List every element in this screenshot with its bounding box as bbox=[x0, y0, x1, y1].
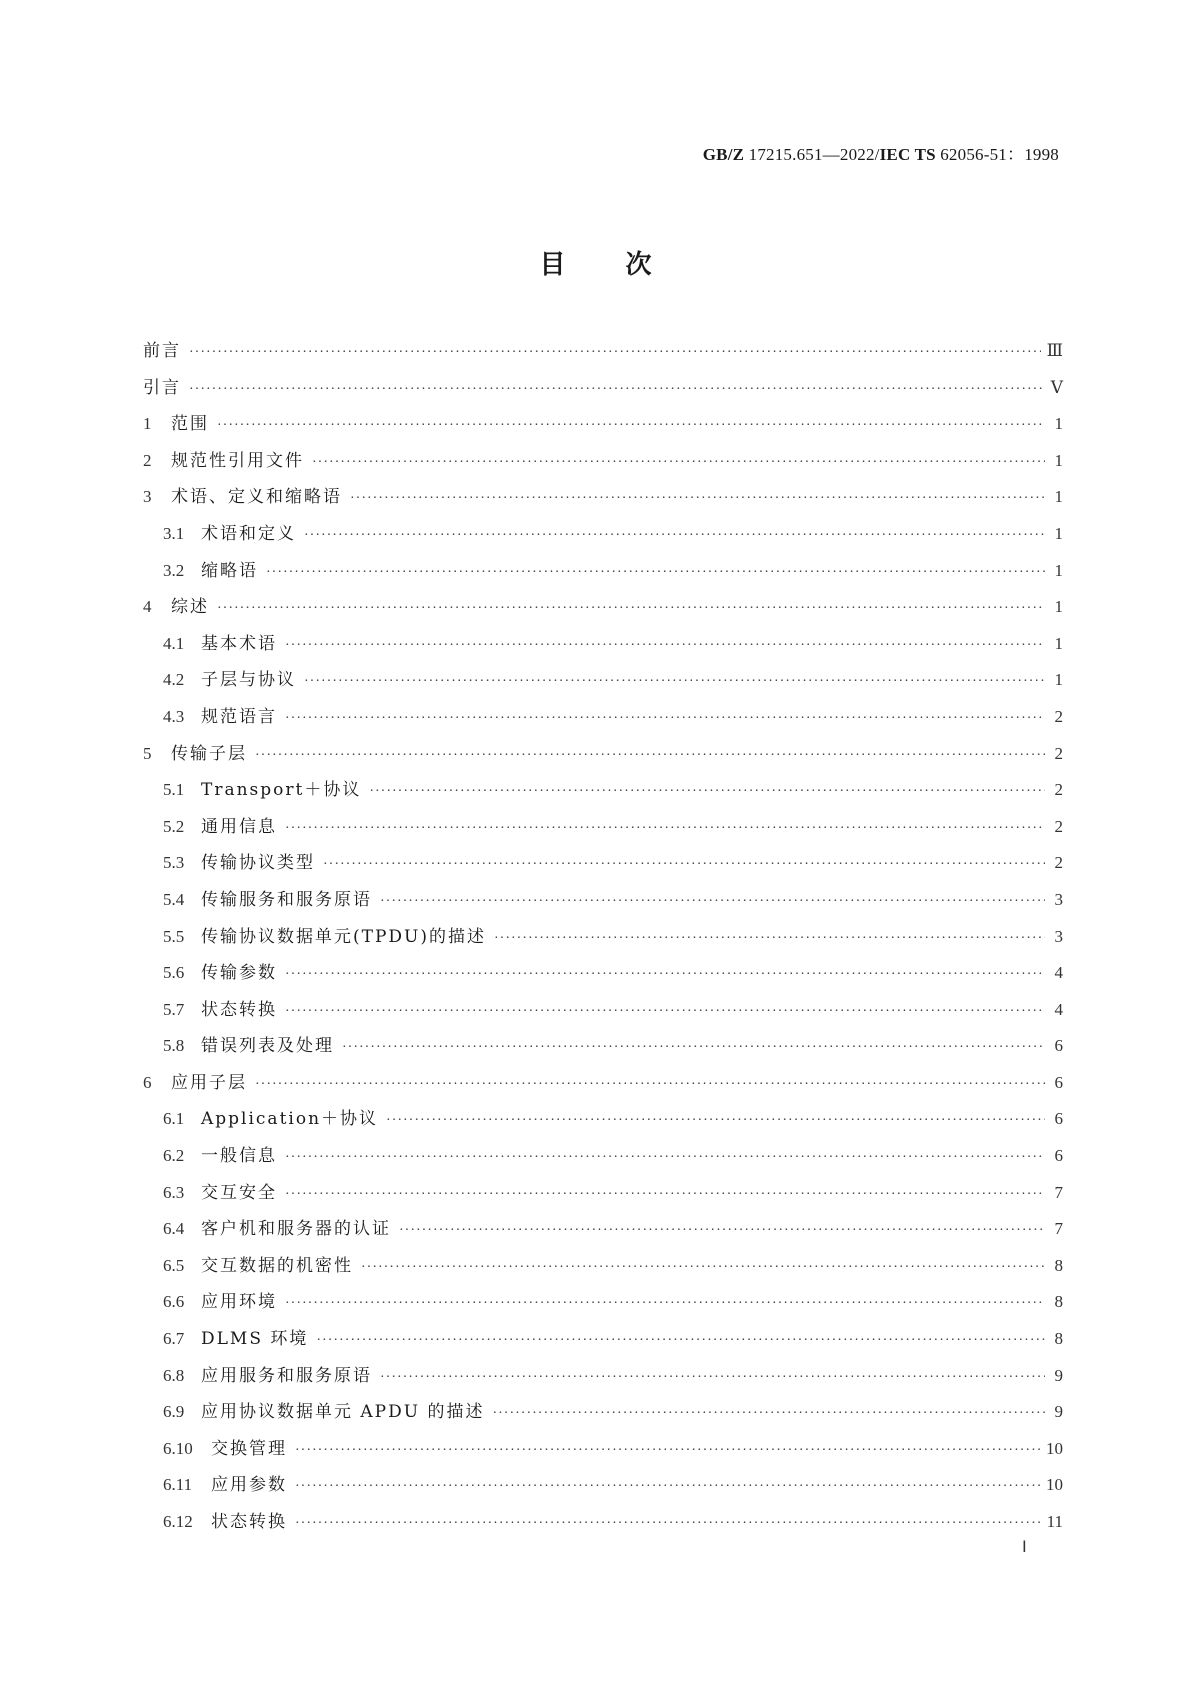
toc-number: 6.12 bbox=[163, 1512, 193, 1531]
toc-page: 2 bbox=[1054, 743, 1063, 763]
toc-entry[interactable] bbox=[143, 1104, 1063, 1141]
toc-label: 一般信息 bbox=[201, 1146, 277, 1167]
toc-label: 状态转换 bbox=[201, 999, 277, 1020]
toc-number: 1 bbox=[143, 414, 152, 434]
table-of-contents bbox=[143, 336, 1063, 1544]
toc-entry[interactable] bbox=[143, 1361, 1063, 1398]
toc-leader bbox=[492, 1406, 1045, 1422]
toc-entry[interactable] bbox=[143, 922, 1063, 959]
toc-number: 6.9 bbox=[163, 1402, 185, 1422]
toc-leader bbox=[380, 1370, 1045, 1386]
toc-leader bbox=[295, 1479, 1040, 1495]
toc-leader bbox=[295, 1443, 1040, 1459]
toc-label: 引言 bbox=[143, 377, 181, 398]
toc-label: 应用环境 bbox=[201, 1292, 277, 1313]
toc-entry[interactable] bbox=[143, 1141, 1063, 1178]
toc-label: 术语、定义和缩略语 bbox=[171, 487, 342, 508]
toc-leader bbox=[285, 1004, 1045, 1020]
toc-page: 1 bbox=[1054, 670, 1063, 690]
toc-label: 交换管理 bbox=[211, 1438, 287, 1459]
toc-label: 客户机和服务器的认证 bbox=[201, 1219, 391, 1240]
toc-page: 3 bbox=[1054, 926, 1063, 946]
toc-leader bbox=[312, 455, 1045, 471]
toc-page: 4 bbox=[1054, 999, 1063, 1019]
toc-entry[interactable] bbox=[143, 373, 1063, 410]
toc-number: 5.7 bbox=[163, 999, 185, 1019]
toc-entry[interactable] bbox=[143, 592, 1063, 629]
toc-leader bbox=[285, 1296, 1045, 1312]
page-number: Ⅰ bbox=[1022, 1539, 1027, 1556]
standard-code-prefix: GB/Z bbox=[702, 145, 745, 164]
toc-page: 2 bbox=[1054, 853, 1063, 873]
toc-page: 9 bbox=[1054, 1365, 1063, 1385]
toc-label: 范围 bbox=[171, 414, 209, 435]
toc-page: 1 bbox=[1054, 633, 1063, 653]
toc-entry[interactable] bbox=[143, 1031, 1063, 1068]
toc-number: 6.1 bbox=[163, 1109, 185, 1129]
toc-leader bbox=[386, 1113, 1045, 1129]
toc-number: 6.11 bbox=[163, 1475, 193, 1495]
toc-entry[interactable] bbox=[143, 885, 1063, 922]
toc-label: 规范语言 bbox=[201, 706, 277, 727]
toc-page: Ⅲ bbox=[1046, 341, 1063, 360]
toc-number: 5.3 bbox=[163, 853, 185, 873]
toc-entry[interactable] bbox=[143, 848, 1063, 885]
toc-number: 4.1 bbox=[163, 633, 185, 653]
toc-entry[interactable] bbox=[143, 1178, 1063, 1215]
toc-page: 1 bbox=[1054, 560, 1063, 580]
toc-label: 传输参数 bbox=[201, 963, 277, 984]
toc-entry[interactable] bbox=[143, 739, 1063, 776]
toc-number: 6.3 bbox=[163, 1182, 185, 1202]
toc-leader bbox=[266, 565, 1045, 581]
toc-leader bbox=[285, 1150, 1045, 1166]
toc-page: 1 bbox=[1054, 414, 1063, 434]
toc-label: 错误列表及处理 bbox=[201, 1036, 334, 1057]
toc-entry[interactable] bbox=[143, 1214, 1063, 1251]
toc-entry[interactable] bbox=[143, 556, 1063, 593]
standard-code-iec-number: 62056-51：1998 bbox=[935, 145, 1059, 164]
toc-leader bbox=[380, 894, 1045, 910]
toc-entry[interactable] bbox=[143, 1470, 1063, 1507]
toc-leader bbox=[304, 528, 1045, 544]
toc-entry[interactable] bbox=[143, 1397, 1063, 1434]
toc-number: 5.1 bbox=[163, 780, 185, 800]
toc-page: 4 bbox=[1054, 963, 1063, 983]
toc-page: 6 bbox=[1054, 1146, 1063, 1166]
toc-number: 3 bbox=[143, 487, 152, 507]
toc-page: 2 bbox=[1054, 816, 1063, 836]
toc-label: 应用服务和服务原语 bbox=[201, 1365, 372, 1386]
toc-page: 11 bbox=[1046, 1512, 1063, 1531]
toc-number: 2 bbox=[143, 450, 152, 470]
toc-label: 规范性引用文件 bbox=[171, 450, 304, 471]
toc-page: 7 bbox=[1054, 1219, 1063, 1239]
toc-page: 3 bbox=[1054, 889, 1063, 909]
toc-page: 2 bbox=[1054, 780, 1063, 800]
toc-label: 传输协议数据单元(TPDU)的描述 bbox=[201, 926, 486, 947]
toc-label: 术语和定义 bbox=[201, 523, 296, 544]
toc-label: 基本术语 bbox=[201, 633, 277, 654]
toc-page: 10 bbox=[1046, 1475, 1063, 1495]
toc-page: 6 bbox=[1054, 1072, 1063, 1092]
toc-number: 6.4 bbox=[163, 1219, 185, 1239]
toc-label: 前言 bbox=[143, 341, 181, 361]
standard-code-number: 17215.651—2022/ bbox=[744, 145, 880, 164]
toc-page: 1 bbox=[1054, 450, 1063, 470]
toc-number: 5.8 bbox=[163, 1036, 185, 1056]
toc-label: 应用参数 bbox=[211, 1475, 287, 1496]
toc-leader bbox=[189, 345, 1041, 361]
toc-number: 3.2 bbox=[163, 560, 185, 580]
toc-leader bbox=[323, 857, 1045, 873]
page-title: 目次 bbox=[539, 250, 712, 280]
toc-leader bbox=[316, 1333, 1045, 1349]
toc-label: 应用子层 bbox=[171, 1072, 247, 1093]
toc-number: 5.5 bbox=[163, 926, 185, 946]
toc-leader bbox=[285, 1187, 1045, 1203]
toc-page: 6 bbox=[1054, 1109, 1063, 1129]
standard-code bbox=[703, 140, 1059, 165]
toc-label: 传输子层 bbox=[171, 743, 247, 764]
toc-number: 5.6 bbox=[163, 963, 185, 983]
toc-number: 4.2 bbox=[163, 670, 185, 690]
toc-entry[interactable] bbox=[143, 665, 1063, 702]
standard-code-iec: IEC TS bbox=[879, 145, 936, 164]
toc-number: 6.7 bbox=[163, 1329, 185, 1349]
toc-label: 交互数据的机密性 bbox=[201, 1255, 353, 1276]
toc-number: 6.8 bbox=[163, 1365, 185, 1385]
toc-page: 10 bbox=[1046, 1438, 1063, 1458]
toc-leader bbox=[189, 382, 1045, 398]
toc-label: 缩略语 bbox=[201, 560, 258, 581]
toc-number: 5.4 bbox=[163, 889, 185, 909]
toc-page: 1 bbox=[1054, 487, 1063, 507]
toc-entry[interactable] bbox=[143, 1434, 1063, 1471]
toc-number: 5.2 bbox=[163, 816, 185, 836]
toc-number: 6.10 bbox=[163, 1438, 193, 1458]
toc-label: 子层与协议 bbox=[201, 670, 296, 691]
toc-label: 状态转换 bbox=[211, 1512, 287, 1532]
toc-leader bbox=[285, 967, 1045, 983]
toc-leader bbox=[304, 674, 1045, 690]
toc-page: 7 bbox=[1054, 1182, 1063, 1202]
toc-leader bbox=[494, 931, 1045, 947]
toc-entry[interactable] bbox=[143, 519, 1063, 556]
toc-leader bbox=[285, 821, 1045, 837]
toc-entry[interactable] bbox=[143, 702, 1063, 739]
toc-page: 9 bbox=[1054, 1402, 1063, 1422]
toc-leader bbox=[285, 638, 1045, 654]
toc-entry[interactable] bbox=[143, 446, 1063, 483]
toc-number: 4 bbox=[143, 597, 152, 617]
toc-number: 5 bbox=[143, 743, 152, 763]
toc-label: 交互安全 bbox=[201, 1182, 277, 1203]
toc-label: 通用信息 bbox=[201, 816, 277, 837]
toc-page: 1 bbox=[1054, 523, 1063, 543]
toc-label: Application＋协议 bbox=[201, 1109, 379, 1130]
toc-label: 传输服务和服务原语 bbox=[201, 889, 372, 910]
toc-leader bbox=[295, 1516, 1041, 1532]
toc-label: 传输协议类型 bbox=[201, 853, 315, 874]
toc-number: 4.3 bbox=[163, 706, 185, 726]
toc-entry[interactable] bbox=[143, 812, 1063, 849]
toc-leader bbox=[342, 1040, 1045, 1056]
toc-leader bbox=[361, 1260, 1045, 1276]
toc-label: Transport＋协议 bbox=[201, 780, 362, 801]
toc-entry[interactable] bbox=[143, 1251, 1063, 1288]
toc-number: 3.1 bbox=[163, 523, 185, 543]
toc-leader bbox=[217, 601, 1045, 617]
toc-entry[interactable] bbox=[143, 1324, 1063, 1361]
toc-leader bbox=[285, 711, 1045, 727]
toc-page: 8 bbox=[1054, 1255, 1063, 1275]
toc-number: 6.2 bbox=[163, 1146, 185, 1166]
toc-label: 应用协议数据单元 APDU 的描述 bbox=[201, 1402, 485, 1423]
toc-number: 6 bbox=[143, 1072, 152, 1092]
toc-leader bbox=[350, 491, 1045, 507]
toc-entry[interactable] bbox=[143, 1507, 1063, 1544]
toc-page: 8 bbox=[1054, 1292, 1063, 1312]
toc-leader bbox=[255, 748, 1045, 764]
toc-entry[interactable] bbox=[143, 958, 1063, 995]
toc-page: 2 bbox=[1054, 706, 1063, 726]
toc-entry[interactable] bbox=[143, 482, 1063, 519]
toc-entry[interactable] bbox=[143, 1068, 1063, 1105]
toc-label: DLMS 环境 bbox=[201, 1329, 309, 1350]
toc-leader bbox=[255, 1077, 1045, 1093]
toc-entry[interactable] bbox=[143, 775, 1063, 812]
toc-entry[interactable] bbox=[143, 629, 1063, 666]
toc-label: 综述 bbox=[171, 597, 209, 618]
toc-leader bbox=[217, 418, 1045, 434]
toc-page: 6 bbox=[1054, 1036, 1063, 1056]
toc-entry[interactable] bbox=[143, 409, 1063, 446]
toc-page: 8 bbox=[1054, 1329, 1063, 1349]
toc-number: 6.6 bbox=[163, 1292, 185, 1312]
toc-page: Ⅴ bbox=[1050, 377, 1063, 397]
toc-entry[interactable] bbox=[143, 995, 1063, 1032]
toc-entry[interactable] bbox=[143, 1287, 1063, 1324]
toc-entry[interactable] bbox=[143, 336, 1063, 373]
toc-number: 6.5 bbox=[163, 1255, 185, 1275]
toc-leader bbox=[399, 1223, 1045, 1239]
toc-page: 1 bbox=[1054, 597, 1063, 617]
toc-leader bbox=[369, 784, 1045, 800]
